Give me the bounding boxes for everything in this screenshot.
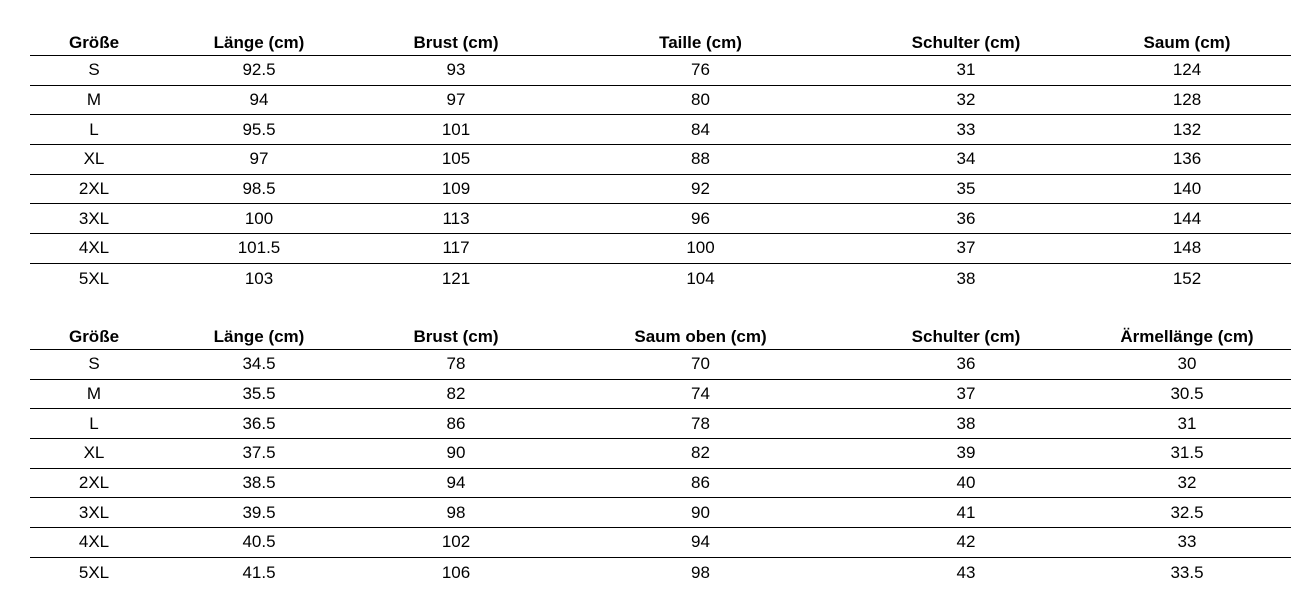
table-cell: 35.5	[242, 384, 276, 404]
table-cell: 82	[446, 384, 466, 404]
table-cell: 104	[686, 268, 715, 288]
table-cell: 97	[446, 90, 466, 110]
table-cell: 32	[1177, 473, 1197, 493]
column-header: Größe	[68, 326, 120, 346]
table-cell: 101	[441, 119, 471, 139]
table-cell: 95.5	[242, 119, 276, 139]
size-cell: S	[88, 60, 100, 80]
table-cell: 94	[446, 473, 466, 493]
table-cell: 124	[1172, 60, 1202, 80]
size-cell: 4XL	[78, 238, 110, 258]
size-cell: S	[88, 354, 100, 374]
table-cell: 30.5	[1170, 384, 1204, 404]
table-cell: 30	[1177, 354, 1197, 374]
table-cell: 100	[244, 208, 274, 228]
table-row	[30, 115, 1291, 145]
table-cell: 33.5	[1170, 562, 1204, 582]
table-cell: 117	[442, 238, 470, 258]
table-cell: 74	[691, 384, 710, 404]
table-cell: 40	[956, 473, 976, 493]
column-header: Schulter (cm)	[911, 326, 1021, 346]
table-cell: 37	[956, 384, 976, 404]
table-cell: 35	[956, 179, 976, 199]
size-cell: 5XL	[78, 562, 110, 582]
column-header: Brust (cm)	[413, 32, 499, 52]
table-cell: 41	[956, 502, 976, 522]
table-header-row	[30, 28, 1291, 56]
table-cell: 40.5	[242, 532, 276, 552]
table-cell: 84	[691, 119, 710, 139]
table-row	[30, 56, 1291, 86]
table-cell: 76	[691, 60, 710, 80]
table-cell: 41.5	[242, 562, 276, 582]
table-cell: 32.5	[1170, 502, 1204, 522]
table-cell: 86	[691, 473, 710, 493]
table-cell: 113	[442, 208, 470, 228]
table-cell: 121	[441, 268, 471, 288]
table-cell: 98.5	[242, 179, 276, 199]
table-row	[30, 234, 1291, 264]
table-cell: 128	[1172, 90, 1202, 110]
column-header: Länge (cm)	[213, 32, 305, 52]
column-header: Länge (cm)	[213, 326, 305, 346]
size-table-top	[30, 28, 1291, 294]
table-row	[30, 409, 1291, 439]
size-cell: M	[86, 384, 102, 404]
table-cell: 31	[956, 60, 976, 80]
table-row	[30, 350, 1291, 380]
table-cell: 38.5	[242, 473, 276, 493]
table-cell: 105	[441, 149, 471, 169]
table-row	[30, 264, 1291, 294]
table-cell: 92.5	[242, 60, 276, 80]
size-cell: 2XL	[78, 473, 110, 493]
size-cell: 3XL	[78, 502, 110, 522]
table-cell: 140	[1172, 179, 1202, 199]
table-cell: 39	[956, 443, 976, 463]
table-row	[30, 175, 1291, 205]
column-header: Ärmellänge (cm)	[1120, 326, 1254, 346]
size-cell: L	[89, 413, 99, 433]
table-cell: 88	[691, 149, 710, 169]
table-cell: 103	[244, 268, 274, 288]
table-row	[30, 439, 1291, 469]
table-cell: 98	[691, 562, 710, 582]
size-cell: M	[86, 90, 102, 110]
table-cell: 152	[1172, 268, 1202, 288]
table-cell: 36	[956, 354, 976, 374]
table-cell: 94	[249, 90, 269, 110]
table-cell: 90	[446, 443, 466, 463]
table-row	[30, 380, 1291, 410]
table-cell: 38	[956, 413, 976, 433]
table-cell: 94	[691, 532, 710, 552]
column-header: Schulter (cm)	[911, 32, 1021, 52]
table-cell: 70	[691, 354, 710, 374]
table-cell: 78	[691, 413, 710, 433]
table-cell: 38	[956, 268, 976, 288]
table-cell: 43	[956, 562, 976, 582]
table-row	[30, 528, 1291, 558]
table-cell: 34.5	[242, 354, 276, 374]
table-cell: 33	[1177, 532, 1197, 552]
table-cell: 136	[1172, 149, 1202, 169]
table-row	[30, 498, 1291, 528]
table-cell: 37	[956, 238, 976, 258]
table-cell: 144	[1172, 208, 1202, 228]
table-cell: 106	[441, 562, 471, 582]
size-cell: XL	[83, 443, 105, 463]
column-header: Brust (cm)	[413, 326, 499, 346]
size-cell: 5XL	[78, 268, 110, 288]
table-cell: 148	[1172, 238, 1202, 258]
table-row	[30, 204, 1291, 234]
table-cell: 98	[446, 502, 466, 522]
table-row	[30, 145, 1291, 175]
size-cell: L	[89, 119, 99, 139]
table-row	[30, 86, 1291, 116]
size-cell: 4XL	[78, 532, 110, 552]
table-cell: 33	[956, 119, 976, 139]
column-header: Saum (cm)	[1143, 32, 1231, 52]
table-cell: 102	[441, 532, 471, 552]
table-row	[30, 558, 1291, 588]
table-cell: 39.5	[242, 502, 276, 522]
table-cell: 93	[446, 60, 466, 80]
table-row	[30, 469, 1291, 499]
table-cell: 37.5	[242, 443, 276, 463]
table-cell: 132	[1172, 119, 1202, 139]
table-cell: 36.5	[242, 413, 276, 433]
table-cell: 97	[249, 149, 269, 169]
table-cell: 80	[691, 90, 710, 110]
table-cell: 31	[1177, 413, 1197, 433]
size-table-bottom	[30, 322, 1291, 588]
table-cell: 36	[956, 208, 976, 228]
table-cell: 109	[441, 179, 471, 199]
column-header: Taille (cm)	[659, 32, 742, 52]
size-cell: 2XL	[78, 179, 110, 199]
table-cell: 31.5	[1170, 443, 1204, 463]
size-cell: XL	[83, 149, 105, 169]
table-cell: 82	[691, 443, 710, 463]
size-cell: 3XL	[78, 208, 110, 228]
table-cell: 34	[956, 149, 976, 169]
column-header: Größe	[68, 32, 120, 52]
table-header-row	[30, 322, 1291, 350]
column-header: Saum oben (cm)	[634, 326, 767, 346]
table-cell: 32	[956, 90, 976, 110]
table-cell: 78	[446, 354, 466, 374]
table-cell: 100	[686, 238, 715, 258]
table-cell: 90	[691, 502, 710, 522]
table-cell: 42	[956, 532, 976, 552]
table-cell: 86	[446, 413, 466, 433]
table-cell: 92	[691, 179, 710, 199]
table-cell: 101.5	[237, 238, 281, 258]
table-cell: 96	[691, 208, 710, 228]
